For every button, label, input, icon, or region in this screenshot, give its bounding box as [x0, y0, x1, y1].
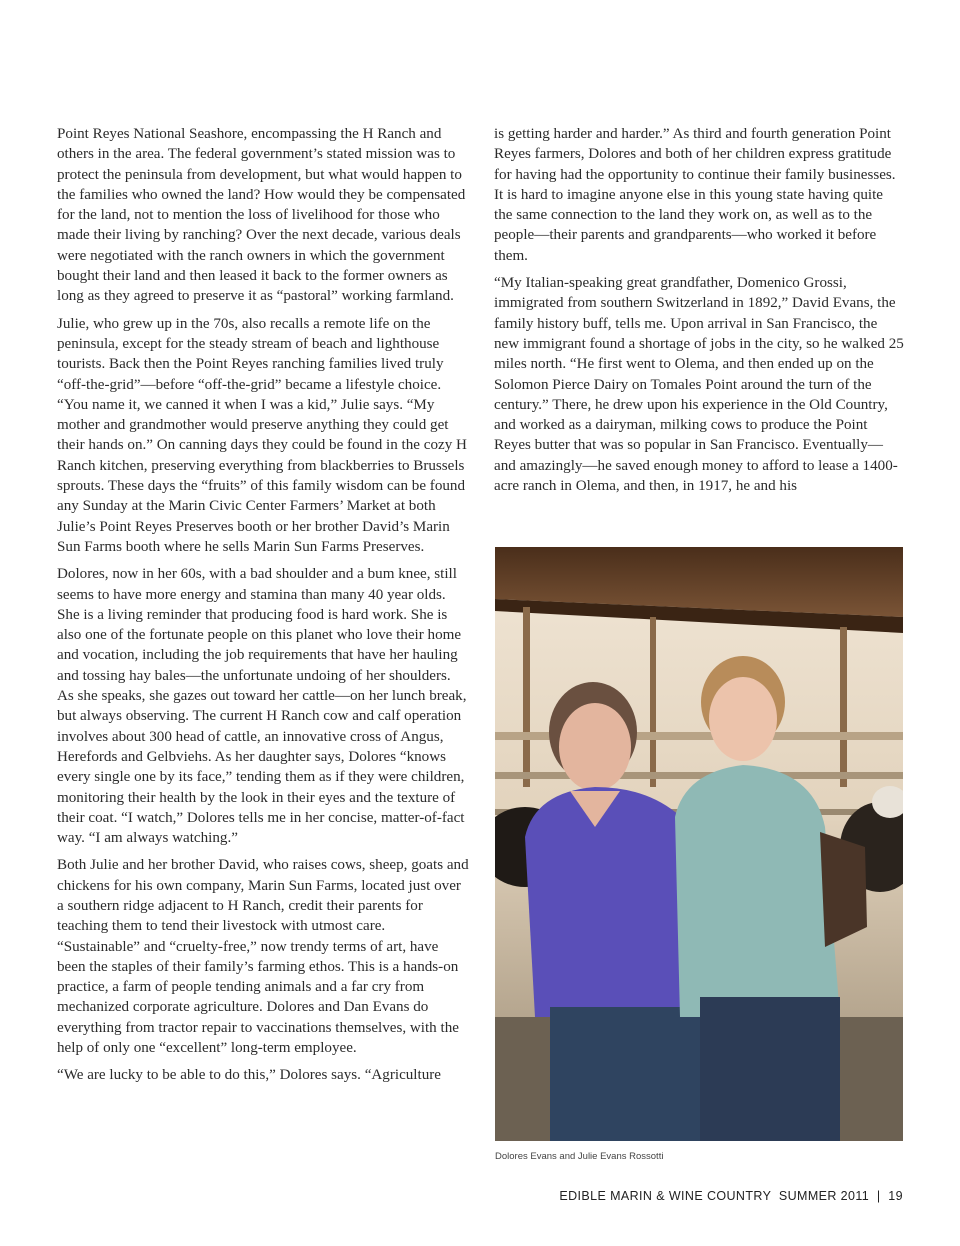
- body-paragraph: is getting harder and harder.” As third and fourth generation Point Reyes farmers, Dolores and both of her children express gratitude for having had the opportunity to continue their family businesses. It is hard to imagine anyone else in this young state having quite the same connection to the land they work on, as well as to the people—their parents and grandparents—who worked it before them.: [494, 126, 896, 264]
- body-paragraph: “My Italian-speaking great grandfather, Domenico Grossi, immigrated from southern Switzerland in 1892,” David Evans, the family history buff, tells me. Upon arrival in San Francisco, the new immigrant found a shortage of jobs in the city, so he walked 25 miles north. “He first went to Olema, and then ended up on the Solomon Pierce Dairy on Tomales Point around the turn of the century.” There, he drew upon his experience in the Old Country, and worked as a dairyman, milking cows to produce the Point Reyes butter that was so popular in San Francisco. Eventually—and amazingly—he saved enough money to afford to lease a 1400-acre ranch in Olema, and then, in 1917, he and his: [494, 275, 904, 495]
- body-paragraph: Point Reyes National Seashore, encompassing the H Ranch and others in the area. The federal government’s stated mission was to protect the peninsula from development, but what would happen to the families who owned the land? How would they be compensated for the land, not to mention the loss of livelihood for those who made their living by ranching? Over the next decade, various deals were negotiated with the ranch owners in which the government bought their land and then leased it back to the former owners as long as they agreed to preserve it as “pastoral” working farmland.: [57, 126, 466, 305]
- left-column: [57, 124, 469, 1093]
- portrait-photo: [495, 547, 903, 1141]
- portrait-illustration: [495, 547, 903, 1141]
- right-column: [494, 124, 904, 503]
- body-paragraph: Julie, who grew up in the 70s, also recalls a remote life on the peninsula, except for the steady stream of beach and lighthouse tourists. Back then the Point Reyes ranching families lived truly “off-the-grid”—before “off-the-grid” became a lifestyle choice. “You name it, we canned it when I was a kid,” Julie says. “My mother and grandmother would preserve anything they could get their hands on.” On canning days they could be found in the cozy H Ranch kitchen, preserving everything from blackberries to Brussels sprouts. These days the “fruits” of this family wisdom can be found any Sunday at the Marin Civic Center Farmers’ Market at both Julie’s Point Reyes Preserves booth or her brother David’s Marin Sun Farms booth where he sells Marin Sun Farms Preserves.: [57, 315, 467, 555]
- body-paragraph: “We are lucky to be able to do this,” Dolores says. “Agriculture: [57, 1067, 441, 1084]
- photo-caption: Dolores Evans and Julie Evans Rossotti: [495, 1151, 664, 1162]
- body-paragraph: Both Julie and her brother David, who raises cows, sheep, goats and chickens for his own company, Marin Sun Farms, located just over a southern ridge adjacent to H Ranch, credit their parents for teaching them to tend their livestock with utmost care. “Sustainable” and “cruelty-free,” now trendy terms of art, have been the staples of their family’s farming ethos. This is a hands-on practice, a farm of people tending animals and a far cry from mechanized corporate agriculture. Dolores and Dan Evans do everything from tractor repair to vaccinations themselves, with the help of only one “excellent” long-term employee.: [57, 857, 469, 1057]
- body-paragraph: Dolores, now in her 60s, with a bad shoulder and a bum knee, still seems to have more energy and stamina than many 40 year olds. She is a living reminder that producing food is hard work. She is also one of the fortunate people on this planet who love their home and vocation, including the job requirements that have her hauling and tossing hay bales—the unfortunate undoing of her shoulders. As she speaks, she gazes out toward her cattle—on her lunch break, but always observing. The current H Ranch cow and calf operation involves about 300 head of cattle, an innovative cross of Angus, Herefords and Gelbviehs. As her daughter says, Dolores “knows every single one by its face,” tending them as if they were children, monitoring their health by the look in their eyes and the texture of their coat. “I watch,” Dolores tells me in her concise, matter-of-fact way. “I am always watching.”: [57, 566, 467, 847]
- page-footer: EDIBLE MARIN & WINE COUNTRY SUMMER 2011 | 19: [559, 1189, 903, 1203]
